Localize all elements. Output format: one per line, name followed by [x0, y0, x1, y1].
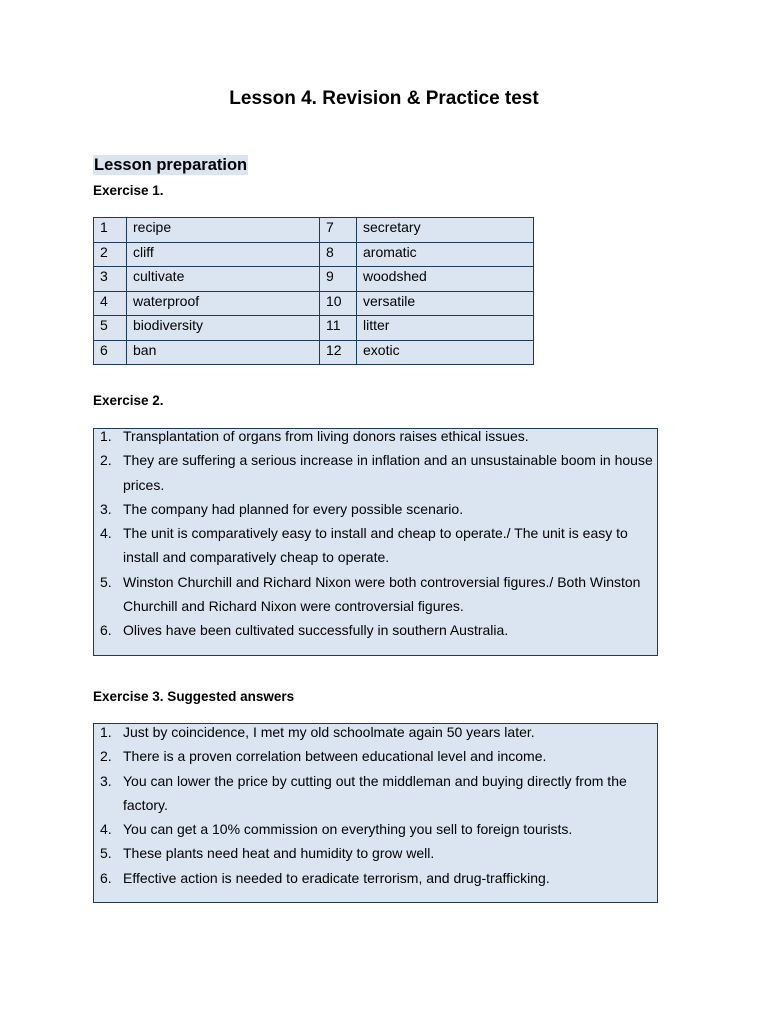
table-cell-number: 6 [94, 340, 127, 365]
table-cell-number: 10 [320, 291, 357, 316]
table-row [94, 291, 534, 316]
table-row [94, 340, 534, 365]
list-item-number: 4. [100, 525, 112, 542]
list-item [94, 570, 657, 619]
list-item [94, 866, 657, 890]
exercise-2-answer-box [93, 428, 658, 656]
table-row [94, 316, 534, 341]
list-item-number: 1. [100, 724, 112, 740]
list-item-number: 6. [100, 622, 112, 639]
list-item-text: Transplantation of organs from living donors raises ethical issues. [123, 428, 529, 444]
list-item-text: You can get a 10% commission on everything you sell to foreign tourists. [123, 821, 573, 838]
list-item-text: You can lower the price by cutting out the middleman and buying directly from the factory. [123, 772, 627, 813]
list-item-text: These plants need heat and humidity to grow well. [123, 845, 435, 862]
table-cell-number: 8 [320, 242, 357, 267]
list-item-number: 3. [100, 772, 112, 789]
list-item [94, 769, 657, 818]
table-cell-number: 5 [94, 316, 127, 341]
list-item [94, 424, 657, 448]
table-cell-word: exotic [357, 340, 534, 365]
list-item-number: 3. [100, 500, 112, 517]
list-item-text: The unit is comparatively easy to install and cheap to operate./ The unit is easy to install and comparatively cheap to operate. [123, 525, 628, 566]
list-item [94, 744, 657, 768]
table-cell-word: waterproof [127, 291, 320, 316]
table-cell-word: recipe [127, 218, 320, 243]
list-item-text: They are suffering a serious increase in inflation and an unsustainable boom in house prices. [123, 452, 653, 493]
exercise-2-heading: Exercise 2. [93, 393, 164, 408]
exercise-3-heading: Exercise 3. Suggested answers [93, 689, 295, 704]
section-heading: Lesson preparation [94, 156, 248, 174]
table-cell-number: 11 [320, 316, 357, 341]
exercise-1-table [93, 217, 534, 365]
table-cell-word: versatile [357, 291, 534, 316]
list-item-text: Winston Churchill and Richard Nixon were both controversial figures./ Both Winston Churchill and Richard Nixon were controversial figures. [123, 573, 641, 615]
list-item [94, 817, 657, 841]
exercise-3-answer-box [93, 723, 658, 903]
list-item-number: 6. [100, 869, 112, 886]
list-item-text: Effective action is needed to eradicate terrorism, and drug-trafficking. [123, 869, 550, 886]
table-row [94, 267, 534, 292]
list-item-text: There is a proven correlation between educational level and income. [123, 748, 547, 765]
list-item [94, 521, 657, 570]
list-item-text: The company had planned for every possible scenario. [123, 500, 464, 517]
table-row [94, 242, 534, 267]
list-item [94, 448, 657, 497]
table-cell-number: 4 [94, 291, 127, 316]
list-item [94, 618, 657, 642]
table-cell-number: 9 [320, 267, 357, 292]
table-cell-word: biodiversity [127, 316, 320, 341]
answer-list [94, 424, 657, 643]
exercise-1-heading: Exercise 1. [93, 183, 164, 198]
list-item-number: 2. [100, 748, 112, 765]
table-cell-word: ban [127, 340, 320, 365]
table-cell-word: secretary [357, 218, 534, 243]
table-cell-number: 7 [320, 218, 357, 243]
table-cell-number: 1 [94, 218, 127, 243]
list-item-number: 2. [100, 452, 112, 469]
table-row [94, 218, 534, 243]
list-item [94, 720, 657, 744]
page-title: Lesson 4. Revision & Practice test [229, 88, 539, 109]
table-cell-word: litter [357, 316, 534, 341]
list-item-number: 1. [100, 428, 112, 444]
table-cell-word: aromatic [357, 242, 534, 267]
list-item [94, 497, 657, 521]
list-item-text: Just by coincidence, I met my old schoolmate again 50 years later. [123, 724, 535, 740]
table-cell-word: cliff [127, 242, 320, 267]
table-cell-number: 3 [94, 267, 127, 292]
list-item-number: 5. [100, 573, 112, 590]
list-item [94, 841, 657, 865]
answer-list [94, 720, 657, 890]
table-cell-word: woodshed [357, 267, 534, 292]
table-cell-number: 2 [94, 242, 127, 267]
list-item-text: Olives have been cultivated successfully in southern Australia. [123, 622, 509, 639]
table-cell-number: 12 [320, 340, 357, 365]
list-item-number: 5. [100, 845, 112, 862]
list-item-number: 4. [100, 821, 112, 838]
table-cell-word: cultivate [127, 267, 320, 292]
